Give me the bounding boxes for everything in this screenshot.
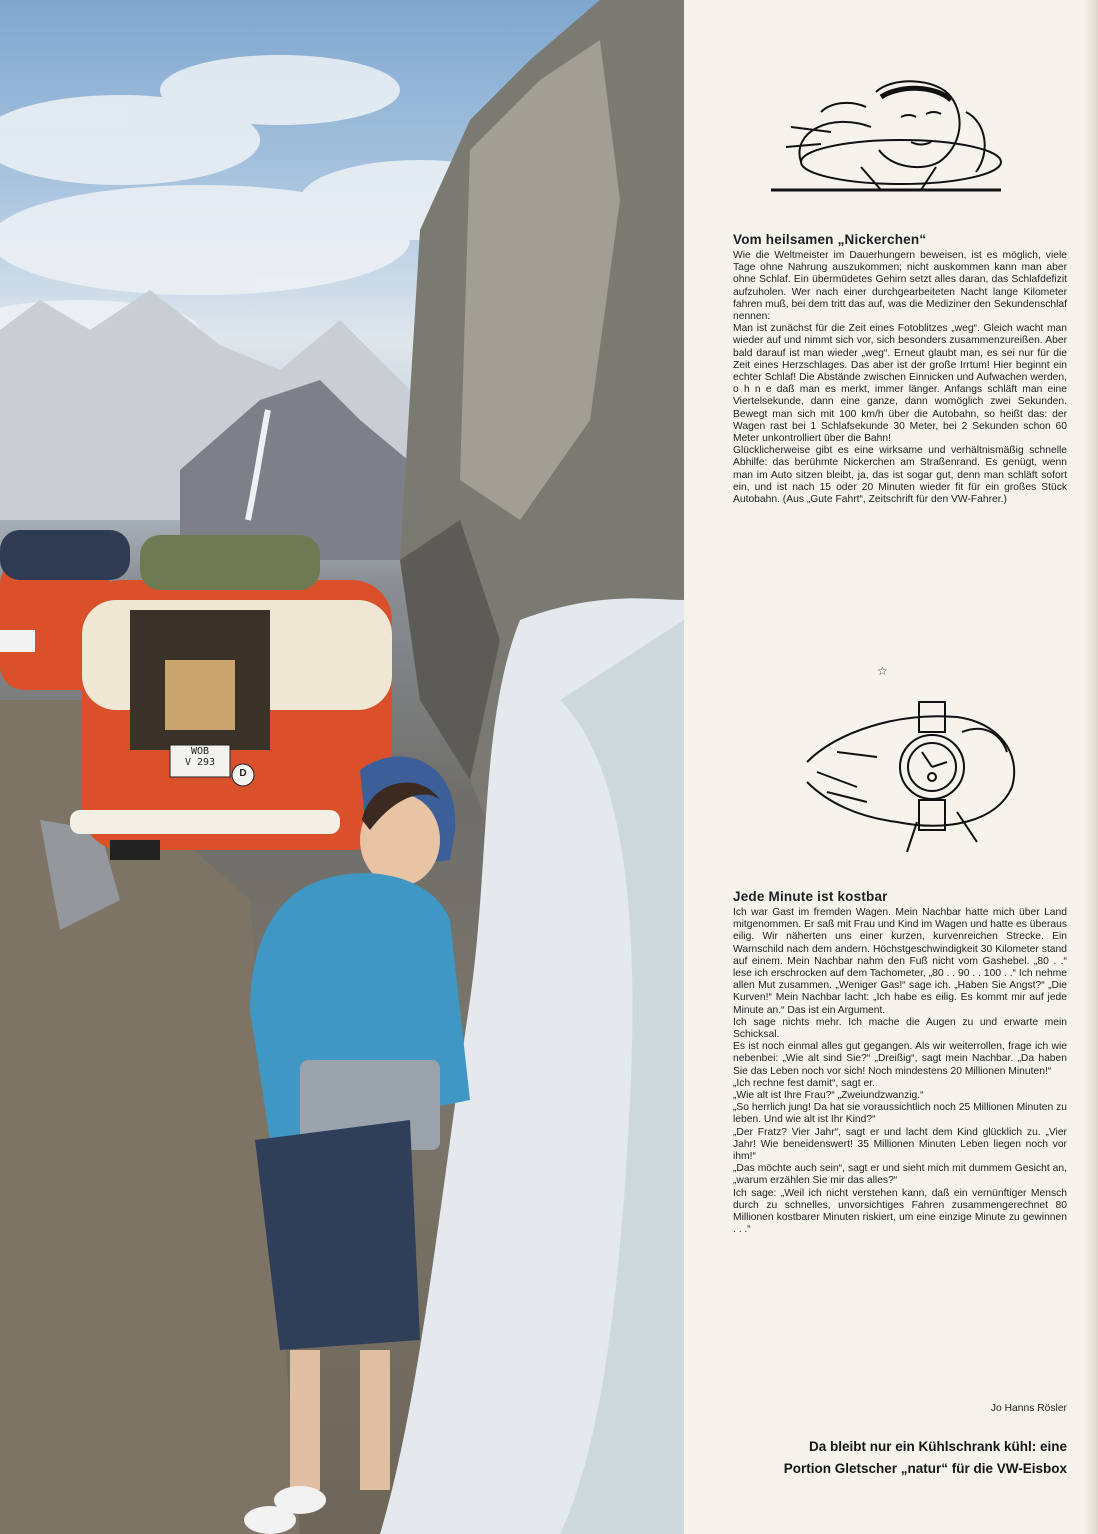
article-nickerchen	[733, 232, 1067, 506]
star-separator: ☆	[877, 664, 888, 678]
article-jede-minute	[733, 889, 1067, 1236]
sleeping-driver-illustration	[761, 72, 1011, 192]
article-body: Wie die Weltmeister im Dauerhungern beweisen, ist es möglich, viele Tage ohne Nahrung auszukommen; nicht auskommen kann man aber ohne Schlaf. Ein übermüdetes Gehirn setzt alles daran, das Schlafdefizit aufzuholen. Wer nach einer durchgearbeiteten Nacht lange Kilometer fahren muß, bei dem tritt das auf, was die Mediziner den Sekundenschlaf nennen: Man ist zunächst für die Zeit eines Fotoblitzes „weg“. Gleich wacht man wieder auf und nimmt sich vor, sich besonders zusammenzureißen. Aber bald darauf ist man wieder „weg“. Erneut glaubt man, es sei nur für die Zeit eines Herzschlages. Das aber ist der große Irrtum! Hier beginnt ein echter Schlaf! Die Abstände zwischen Einnicken und Aufwachen werden, o h n e daß man es merkt, immer länger. Anfangs schläft man eine Viertelsekunde, dann eine ganze, dann womöglich zwei Sekunden. Bewegt man sich mit 100 km/h über die Autobahn, so heißt das: der Wagen rast bei 1 Schlafsekunde 30 Meter, bei 2 Sekunden schon 60 Meter unkontrolliert über die Bahn! Glücklicherweise gibt es eine wirksame und verhältnismäßig schnelle Abhilfe: das berühmte Nickerchen am Straßenrand. Es genügt, wenn man im Auto sitzen bleibt, ja, das ist sogar gut, denn man schläft sofort ein, und ist nach 15 oder 20 Minuten wieder fit für ein großes Stück Autobahn. (Aus „Gute Fahrt“, Zeitschrift für den VW-Fahrer.)	[733, 250, 1067, 506]
article-body: Ich war Gast im fremden Wagen. Mein Nachbar hatte mich über Land mitgenommen. Er saß mit Frau und Kind im Wagen und hatte es überaus eilig. Wir näherten uns einer kurzen, kurvenreichen Strecke. Ein Warnschild nach dem andern. Höchstgeschwindigkeit 30 Kilometer stand auf einem. Mein Nachbar nahm den Fuß nicht vom Gashebel. „80 . .“ lese ich erschrocken auf dem Tachometer, „80 . . 90 . . 100 . .“ Ich nehme allen Mut zusammen. „Weniger Gas!“ sage ich. „Haben Sie Angst?“ „Die Kurven!“ Mein Nachbar lacht: „Ich habe es eilig. Es kommt mir auf jede Minute an.“ Das ist ein Argument. Ich sage nichts mehr. Ich mache die Augen zu und erwarte mein Schicksal. Es ist noch einmal alles gut gegangen. Als wir weiterrollen, frage ich wie nebenbei: „Wie alt sind Sie?“ „Dreißig“, sagt mein Nachbar. „Da haben Sie das Leben noch vor sich! Noch mindestens 20 Millionen Minuten!“ „Ich rechne fest damit“, sagt er. „Wie alt ist Ihre Frau?“ „Zweiundzwanzig.“ „So herrlich jung! Da hat sie voraussichtlich noch 25 Millionen Minuten zu leben. Und wie alt ist Ihr Kind?“ „Der Fratz? Vier Jahr“, sagt er und lacht dem Kind glücklich zu. „Vier Jahr! Wie beneidenswert! 35 Millionen Minuten Leben liegen noch vor ihm!“ „Das möchte auch sein“, sagt er und sieht mich mit dummem Gesicht an, „warum erzählen Sie mir das alles?“ Ich sage: „Weil ich nicht verstehen kann, daß ein vernünftiger Mensch durch zu schnelles, unvorsichtiges Fahren zusammengerechnet 80 Millionen kostbarer Minuten riskiert, um eine einzige Minute zu gewinnen . . .“	[733, 907, 1067, 1236]
country-badge: D	[239, 768, 247, 779]
license-plate: WOB V 293	[184, 746, 216, 768]
hand-watch-illustration	[797, 692, 1027, 862]
vw-bus	[70, 535, 392, 860]
author-byline: Jo Hanns Rösler	[990, 1403, 1067, 1414]
article-title: Vom heilsamen „Nickerchen“	[733, 232, 927, 247]
article-title: Jede Minute ist kostbar	[733, 889, 888, 904]
page-edge-shadow	[1084, 0, 1098, 1534]
photo-caption: Da bleibt nur ein Kühlschrank kühl: eine Portion Gletscher „natur“ für die VW-Eisbox	[783, 1439, 1067, 1476]
text-column	[685, 0, 1098, 1534]
